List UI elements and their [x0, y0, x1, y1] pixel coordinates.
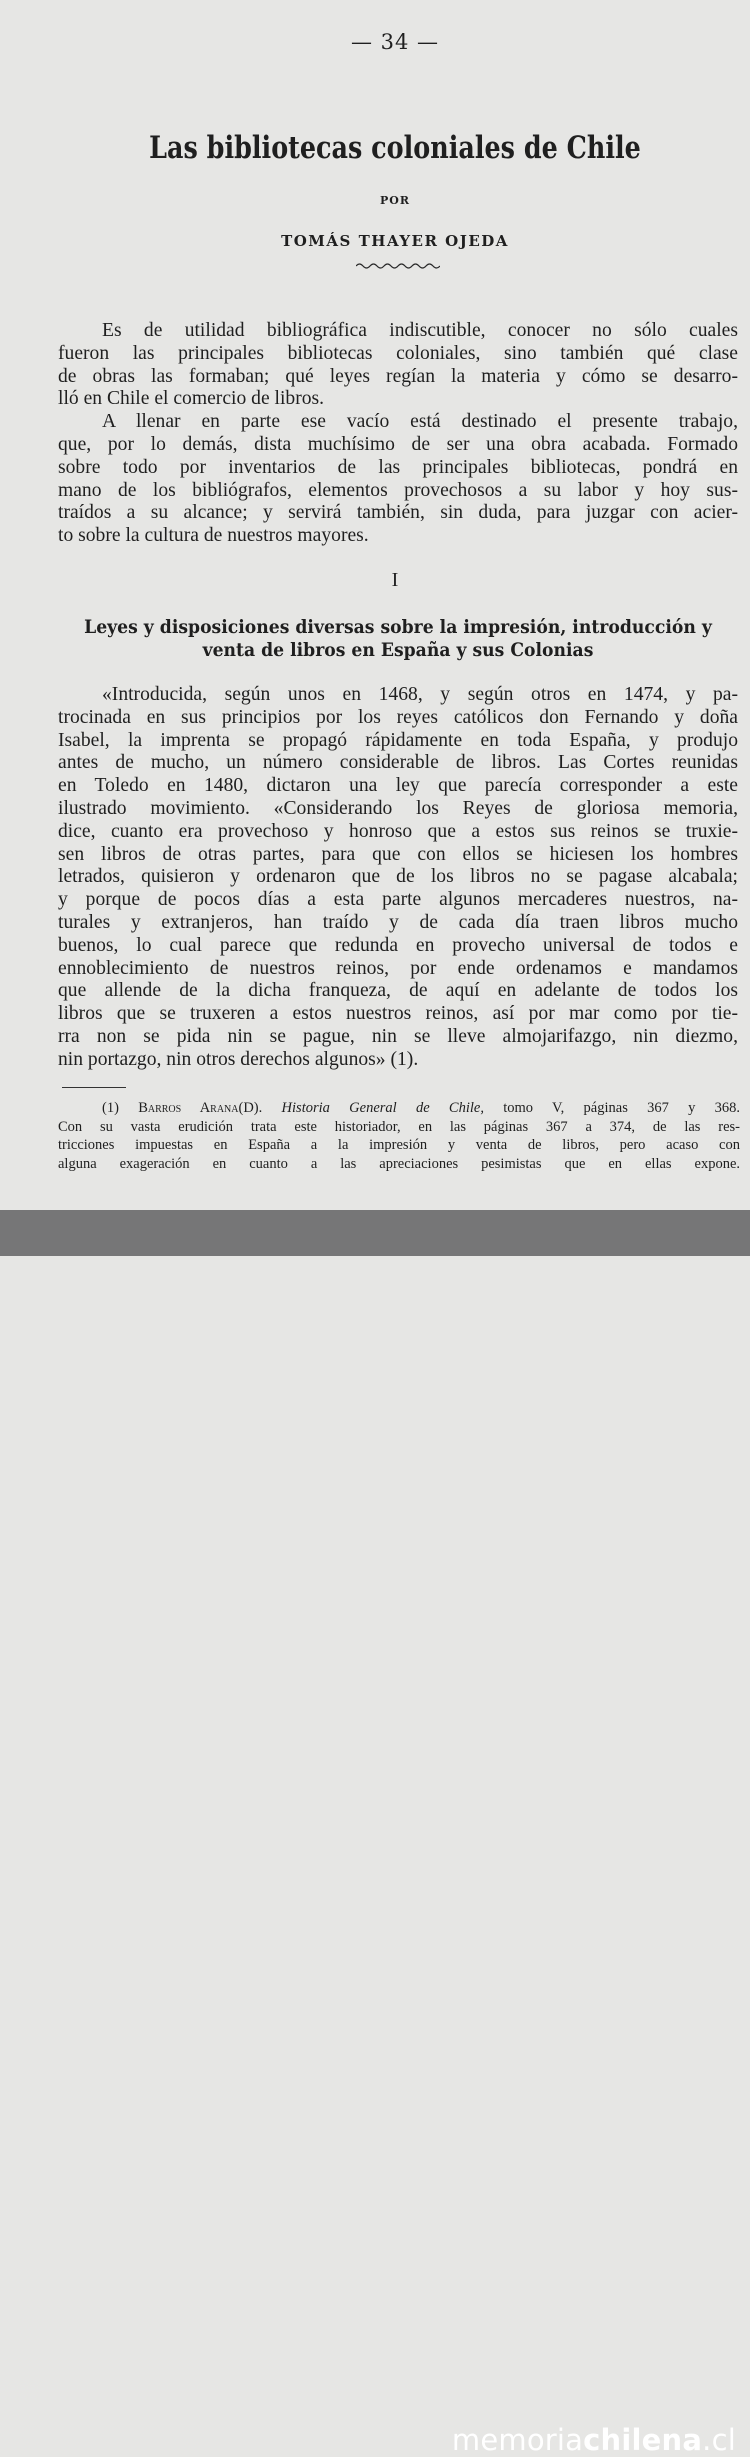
text-line: antes de mucho, un número considerable de libros. Las Cortes reunidas — [58, 752, 738, 774]
text-line: lló en Chile el comercio de libros. — [58, 388, 325, 410]
footnote-first-line — [58, 1099, 740, 1118]
text-line: Isabel, la imprenta se propagó rápidamente en toda España, y produjo — [58, 729, 738, 751]
text-line: rra non se pida nin se pague, nin se lleve almojarifazgo, nin diezmo, — [58, 1025, 738, 1047]
text-line: que allende de la dicha franqueza, de aquí en adelante de todos los — [58, 980, 738, 1002]
footnote-author: Barros Arana — [138, 1100, 239, 1116]
text-line: y porque de pocos días a esta parte algunos mercaderes nuestros, na- — [58, 889, 738, 911]
text-line: en Toledo en 1480, dictaron una ley que parecía corresponder a este — [58, 775, 738, 797]
text-line: de obras las formaban; qué leyes regían la materia y cómo se desarro- — [58, 365, 738, 387]
text-line: mano de los bibliógrafos, elementos provechosos a su labor y hoy sus- — [58, 479, 738, 501]
author-name: TOMÁS THAYER OJEDA — [281, 232, 509, 250]
byline: POR — [380, 194, 410, 207]
text-line: sen libros de otras partes, para que con ellos se hiciesen los hombres — [58, 843, 738, 865]
text-line: trocinada en sus principios por los reyes católicos don Fernando y doña — [58, 706, 738, 728]
site-watermark — [452, 2423, 736, 2457]
text-line: sobre todo por inventarios de las principales bibliotecas, pondrá en — [58, 456, 738, 478]
footnote-line: Con su vasta erudición trata este historiador, en las páginas 367 a 374, de las res- — [58, 1118, 740, 1135]
document-page — [0, 0, 750, 1210]
intro-paragraphs — [58, 320, 738, 548]
page-number: — 34 — — [350, 30, 440, 54]
text-line: turales y extranjeros, han traído y de cada día traen libros mucho — [58, 911, 738, 933]
footnote-line: alguna exageración en cuanto a las apreciaciones pesimistas que en ellas expone. — [58, 1155, 740, 1172]
footer-bar — [0, 1210, 750, 2457]
footnote-line: tricciones impuestas en España a la impresión y venta de libros, pero acaso con — [58, 1137, 740, 1154]
text-line: to sobre la cultura de nuestros mayores. — [58, 525, 369, 547]
text-line: letrados, quisieron y ordenaron que de los libros no se pagase alcabala; — [58, 866, 738, 888]
footnote-divider — [62, 1087, 126, 1088]
section-number: I — [391, 569, 399, 591]
watermark-part-bold: chilena — [583, 2423, 703, 2457]
text-line: Es de utilidad bibliográfica indiscutible, conocer no sólo cuales — [102, 320, 738, 341]
text-line: fueron las principales bibliotecas coloniales, sino también qué clase — [58, 342, 738, 364]
text-line: que, por lo demás, dista muchísimo de ser una obra acabada. Formado — [58, 433, 738, 455]
text-line: A llenar en parte ese vacío está destinado el presente trabajo, — [102, 411, 738, 433]
wavy-ornament-icon — [356, 262, 440, 270]
text-line: traídos a su alcance; y servirá también, sin duda, para juzgar con acier- — [58, 502, 738, 524]
footnote-citation: tomo V, páginas 367 y 368. — [503, 1100, 741, 1116]
footnote — [58, 1099, 740, 1173]
footnote-work: Historia General de Chile, — [281, 1100, 484, 1116]
watermark-part: memoria — [451, 2423, 584, 2457]
text-line: ilustrado movimiento. «Considerando los Reyes de gloriosa memoria, — [58, 797, 738, 819]
article-title: Las bibliotecas coloniales de Chile — [149, 130, 641, 166]
text-line: libros que se truxeren a estos nuestros reinos, así por mar como por tie- — [58, 1003, 738, 1025]
section-title-line: venta de libros en España y sus Colonias — [202, 640, 594, 661]
section-title — [82, 616, 714, 662]
watermark-suffix: .cl — [702, 2423, 736, 2457]
section-title-line: Leyes y disposiciones diversas sobre la impresión, introducción y — [84, 617, 712, 638]
text-line: «Introducida, según unos en 1468, y según otros en 1474, y pa- — [102, 684, 738, 705]
main-paragraph — [58, 684, 738, 1072]
text-line: buenos, lo cual parece que redunda en provecho universal de todos e — [58, 934, 738, 956]
text-line: nin portazgo, nin otros derechos algunos» (1). — [58, 1048, 419, 1070]
text-line: dice, cuanto era provechoso y honroso que a estos sus reinos se truxie- — [58, 820, 738, 842]
footnote-initial: (D). — [238, 1100, 263, 1116]
footnote-marker: (1) — [102, 1100, 119, 1116]
text-line: ennoblecimiento de nuestros reinos, por ende ordenamos e mandamos — [58, 957, 738, 979]
